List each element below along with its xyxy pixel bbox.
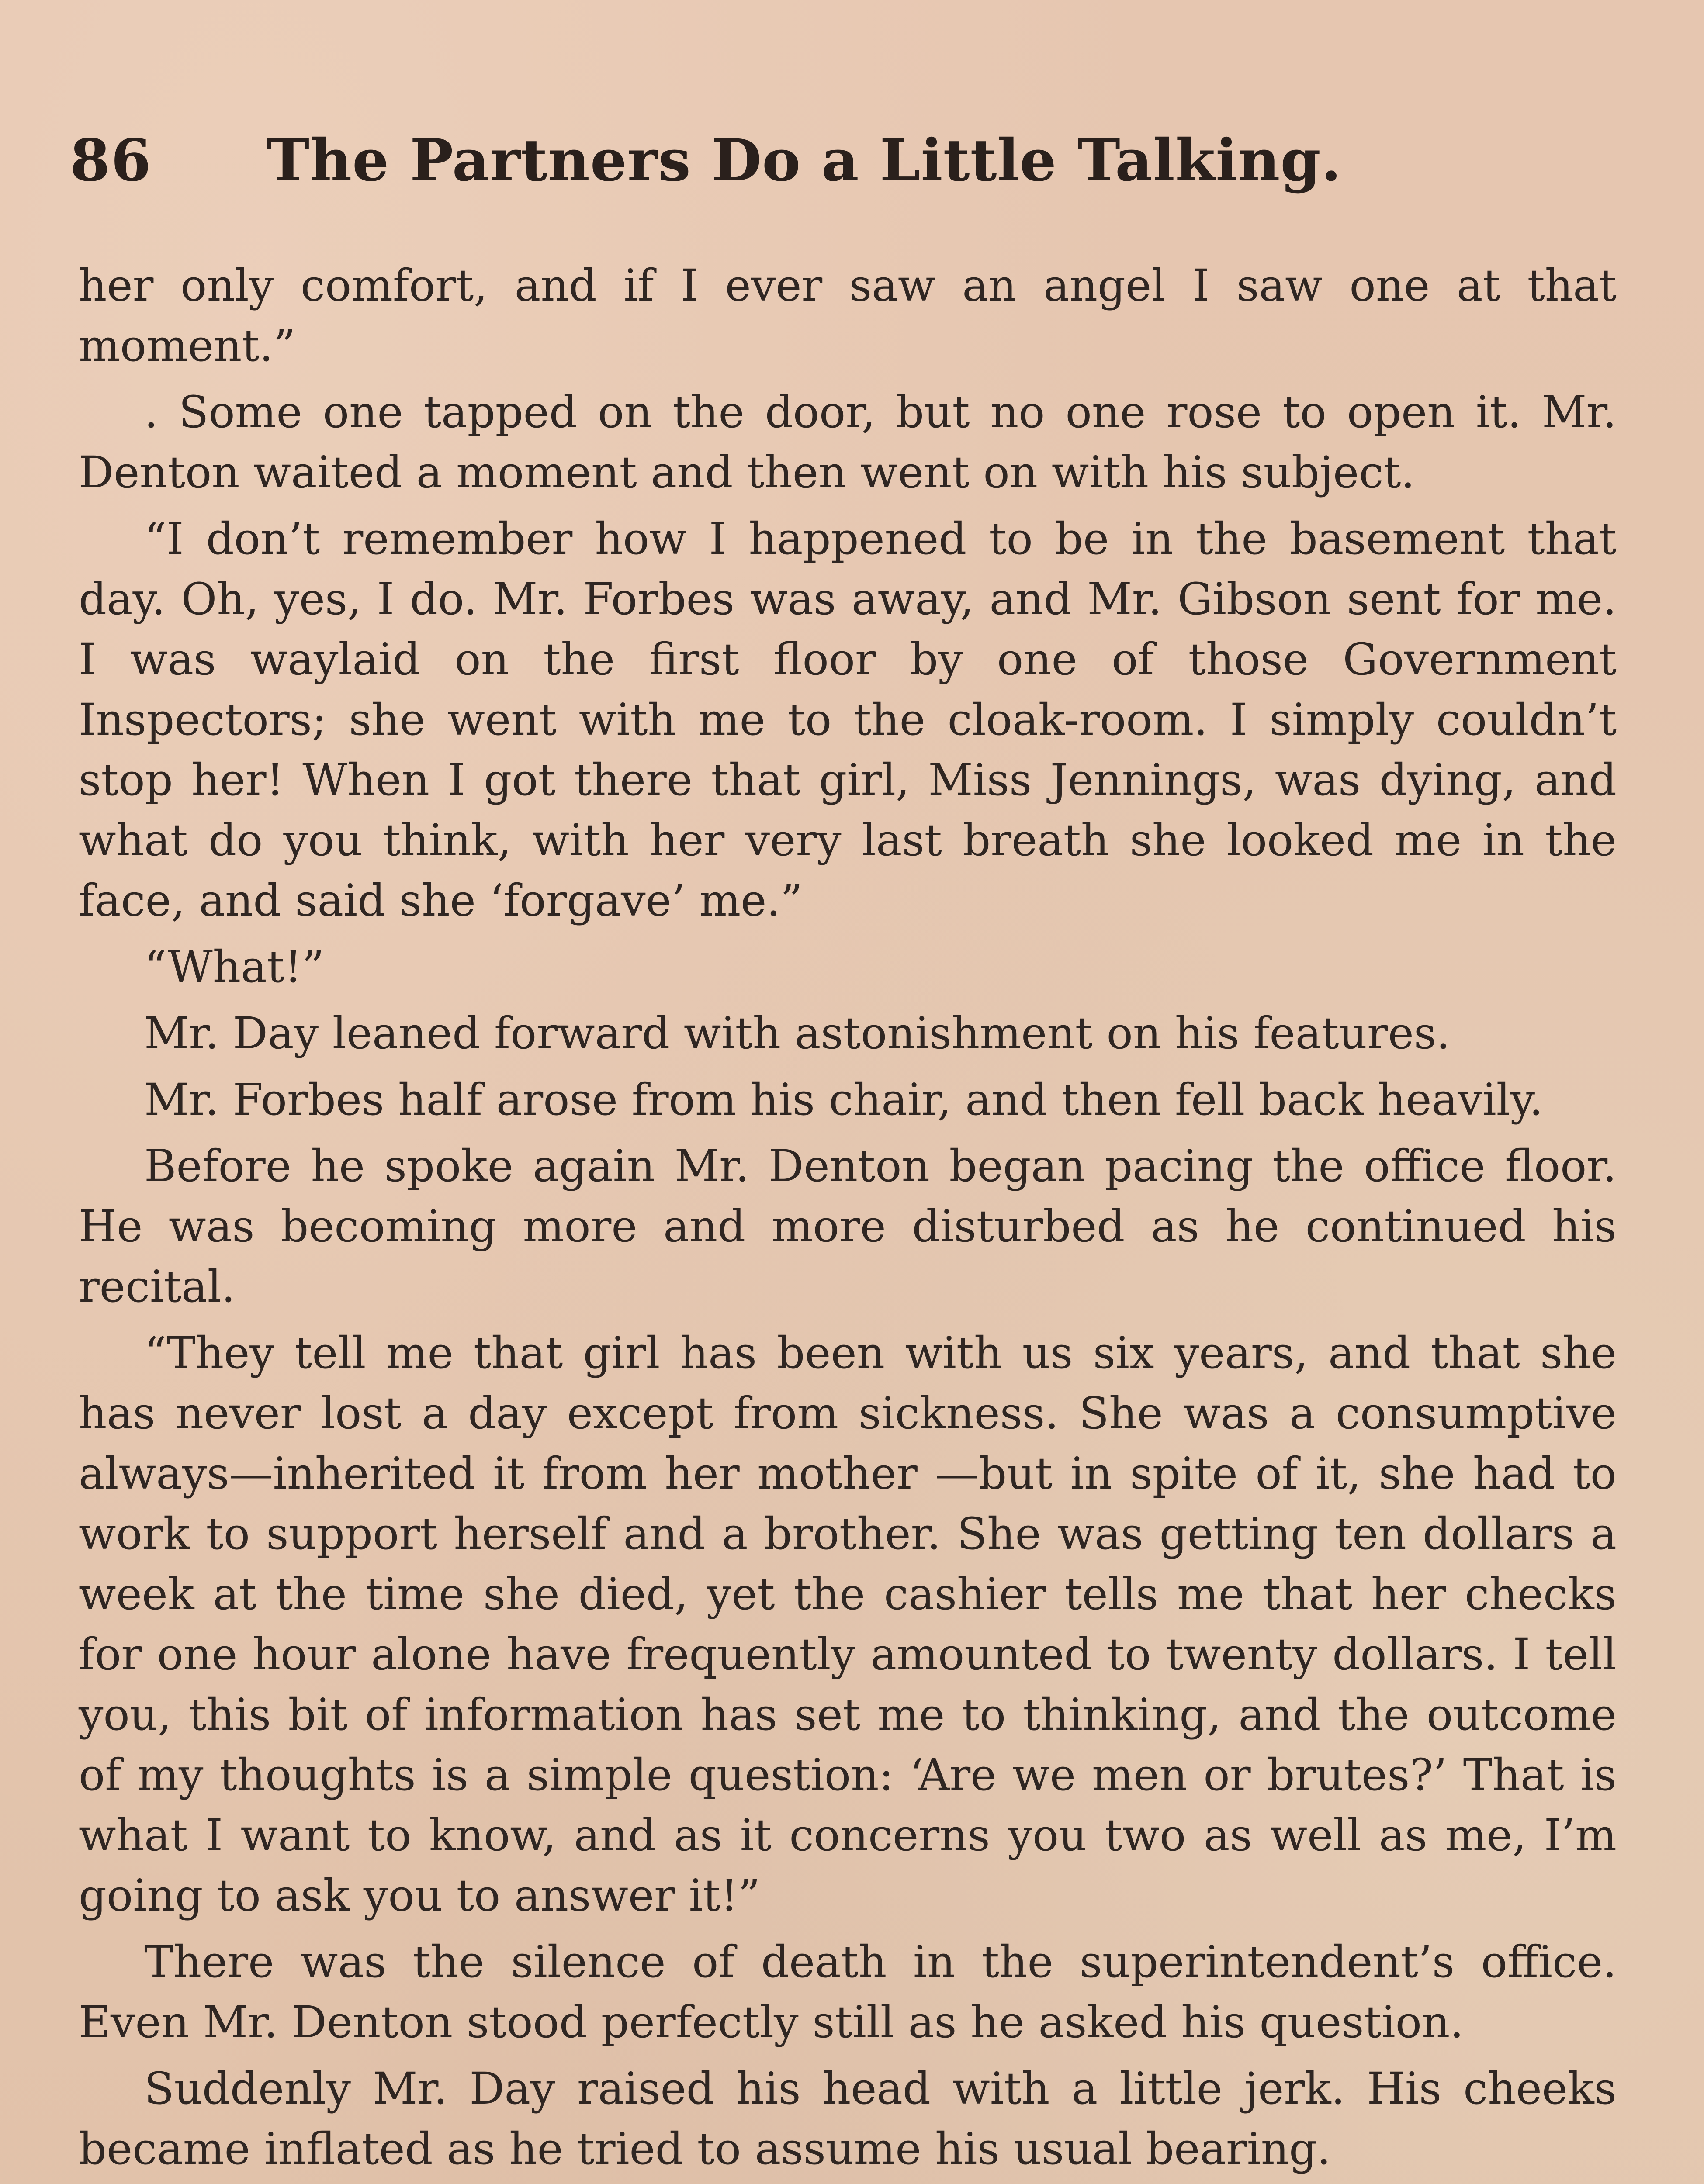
paragraph: Mr. Forbes half arose from his chair, and then fell back heavily. [144, 1074, 1543, 1125]
paragraph: “I don’t remember how I happened to be in the basement that day. Oh, yes, I do. Mr. Forbes was away, and Mr. Gibson sent for me. I was waylaid on the first floor by one of those Government Inspectors; she went with me to the cloak-room. I simply couldn’t stop her! When I got there that girl, Miss Jennings, was dying, and what do you think, with her very last breath she looked me in the face, and said she ‘forgave’ me.” [79, 513, 1617, 926]
page-header [70, 127, 1634, 214]
body-text [79, 256, 1617, 2184]
page-number: 86 [70, 127, 152, 194]
running-head: The Partners Do a Little Talking. [267, 127, 1342, 194]
paragraph: . Some one tapped on the door, but no one rose to open it. Mr. Denton waited a moment and then went on with his subject. [79, 387, 1617, 498]
paragraph: There was the silence of death in the superintendent’s office. Even Mr. Denton stood perfectly still as he asked his question. [79, 1936, 1617, 2048]
paragraph: her only comfort, and if I ever saw an angel I saw one at that moment.” [79, 260, 1617, 371]
paragraph: Before he spoke again Mr. Denton began pacing the office floor. He was becoming more and more disturbed as he continued his recital. [79, 1140, 1617, 1312]
paragraph: Suddenly Mr. Day raised his head with a little jerk. His cheeks became inflated as he tried to assume his usual bearing. [79, 2063, 1617, 2174]
paragraph: “What!” [144, 941, 325, 992]
paragraph: “They tell me that girl has been with us six years, and that she has never lost a day except from sickness. She was a consumptive always—inherited it from her mother —but in spite of it, she had to work to support herself and a brother. She was getting ten dollars a week at the time she died, yet the cashier tells me that her checks for one hour alone have frequently amounted to twenty dollars. I tell you, this bit of information has set me to thinking, and the outcome of my thoughts is a simple question: ‘Are we men or brutes?’ That is what I want to know, and as it concerns you two as well as me, I’m going to ask you to answer it!” [79, 1327, 1617, 1921]
paragraph: Mr. Day leaned forward with astonishment on his features. [144, 1008, 1451, 1059]
